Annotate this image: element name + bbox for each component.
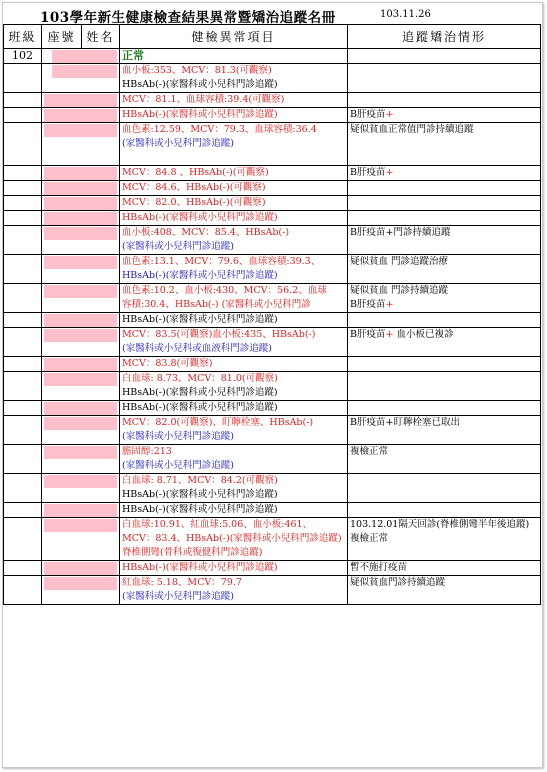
redacted-block bbox=[44, 358, 117, 371]
follow-up-text: B肝疫苗 bbox=[350, 109, 386, 120]
abnormal-item-line: MCV：83.8(可觀察) bbox=[122, 358, 213, 369]
seat-cell bbox=[42, 123, 120, 166]
table-row bbox=[4, 166, 541, 181]
seat-cell bbox=[42, 196, 120, 211]
seat-cell bbox=[42, 93, 120, 108]
class-cell bbox=[4, 445, 42, 474]
seat-cell bbox=[42, 416, 120, 445]
follow-up-cell bbox=[348, 181, 541, 196]
redacted-block bbox=[44, 285, 117, 298]
abnormal-items-cell bbox=[120, 328, 348, 357]
class-cell bbox=[4, 123, 42, 166]
follow-up-text: 血小板已複診 bbox=[393, 329, 454, 340]
class-cell bbox=[4, 313, 42, 328]
redacted-block bbox=[44, 212, 117, 225]
seat-cell bbox=[42, 474, 120, 503]
abnormal-item-line: HBsAb(-)(家醫科或小兒科門診追蹤) bbox=[122, 212, 278, 223]
abnormal-item-line: HBsAb(-)(家醫科或小兒科門診追蹤) bbox=[122, 489, 278, 500]
abnormal-items-cell bbox=[120, 211, 348, 226]
follow-up-cell bbox=[348, 123, 541, 166]
table-row bbox=[4, 372, 541, 401]
table-row bbox=[4, 357, 541, 372]
abnormal-items-cell bbox=[120, 576, 348, 605]
follow-up-text: + bbox=[385, 329, 394, 340]
redacted-block bbox=[44, 227, 117, 240]
abnormal-item-line: 血色素:12.59、MCV：79.3、血球容積:36.4 bbox=[122, 124, 317, 135]
table-row bbox=[4, 226, 541, 255]
table-row bbox=[4, 561, 541, 576]
abnormal-item-line: (家醫科或小兒科門診追蹤) bbox=[122, 138, 234, 149]
table-row bbox=[4, 518, 541, 561]
column-header-name: 姓名 bbox=[82, 25, 120, 49]
table-row bbox=[4, 313, 541, 328]
follow-up-cell bbox=[348, 64, 541, 93]
class-cell bbox=[4, 503, 42, 518]
abnormal-item-line: MCV：82.0、HBsAb(-)(可觀察) bbox=[122, 197, 266, 208]
abnormal-item-line: MCV：84.8 、HBsAb(-)(可觀察) bbox=[122, 167, 269, 178]
follow-up-cell bbox=[348, 226, 541, 255]
abnormal-item-line: HBsAb(-)(家醫科或小兒科門診追蹤) bbox=[122, 562, 278, 573]
follow-up-cell bbox=[348, 313, 541, 328]
column-header-follow-up: 追蹤矯治情形 bbox=[348, 25, 541, 49]
column-header-seat: 座號 bbox=[42, 25, 82, 49]
redacted-block bbox=[44, 197, 117, 210]
seat-cell bbox=[42, 576, 120, 605]
seat-cell bbox=[42, 518, 120, 561]
follow-up-text: 疑似貧血門診持續追蹤 bbox=[350, 577, 446, 588]
table-row bbox=[4, 211, 541, 226]
class-cell bbox=[4, 284, 42, 313]
abnormal-items-cell bbox=[120, 226, 348, 255]
class-cell bbox=[4, 474, 42, 503]
column-header-abnormal-items: 健檢異常項目 bbox=[120, 25, 348, 49]
table-row bbox=[4, 328, 541, 357]
class-cell bbox=[4, 93, 42, 108]
follow-up-text: B肝疫苗+門診持續追蹤 bbox=[350, 227, 451, 238]
abnormal-item-line: HBsAb(-)(家醫科或小兒科門診追蹤) bbox=[122, 109, 278, 120]
follow-up-cell bbox=[348, 166, 541, 181]
follow-up-cell bbox=[348, 503, 541, 518]
table-row bbox=[4, 93, 541, 108]
abnormal-item-line: (家醫科或小兒科或血液科門診追蹤) bbox=[122, 343, 272, 354]
redacted-block bbox=[44, 256, 117, 269]
follow-up-cell bbox=[348, 445, 541, 474]
abnormal-item-line: 血小板:353、MCV：81.3(可觀察) bbox=[122, 65, 272, 76]
follow-up-text: B肝疫苗 bbox=[350, 329, 386, 340]
abnormal-items-cell bbox=[120, 503, 348, 518]
follow-up-text: + bbox=[385, 167, 394, 178]
class-cell bbox=[4, 576, 42, 605]
class-cell bbox=[4, 211, 42, 226]
follow-up-cell bbox=[348, 576, 541, 605]
abnormal-item-line: (家醫科或小兒科門診追蹤) bbox=[122, 460, 234, 471]
follow-up-cell bbox=[348, 561, 541, 576]
follow-up-text: 103.12.01隔天回診(脊椎側彎半年後追蹤)複檢正常 bbox=[350, 519, 530, 544]
abnormal-items-cell bbox=[120, 123, 348, 166]
class-cell bbox=[4, 401, 42, 416]
abnormal-items-cell bbox=[120, 181, 348, 196]
abnormal-item-line: 膽固醇:213 bbox=[122, 446, 172, 457]
redacted-block bbox=[44, 577, 117, 590]
table-row bbox=[4, 401, 541, 416]
abnormal-item-line: 紅血球: 5.18、MCV：79.7 bbox=[122, 577, 242, 588]
redacted-block bbox=[44, 402, 117, 415]
abnormal-items-cell bbox=[120, 108, 348, 123]
abnormal-item-line: 白血球: 8.73、MCV：81.0(可觀察) bbox=[122, 373, 278, 384]
seat-cell bbox=[42, 372, 120, 401]
class-cell bbox=[4, 416, 42, 445]
seat-cell bbox=[42, 255, 120, 284]
table-row bbox=[4, 49, 541, 64]
table-row bbox=[4, 181, 541, 196]
follow-up-cell bbox=[348, 108, 541, 123]
abnormal-item-line: (家醫科或小兒科門診追蹤) bbox=[122, 591, 234, 602]
abnormal-item-line: HBsAb(-)(家醫科或小兒科門診追蹤) bbox=[122, 402, 278, 413]
abnormal-item-line: MCV：81.1、血球容積:39.4(可觀察) bbox=[122, 94, 285, 105]
abnormal-items-cell bbox=[120, 416, 348, 445]
table-header-row bbox=[4, 25, 541, 49]
follow-up-cell bbox=[348, 211, 541, 226]
class-cell bbox=[4, 372, 42, 401]
abnormal-item-line: (家醫科或小兒科門診追蹤) bbox=[122, 431, 234, 442]
abnormal-item-line: HBsAb(-)(家醫科或小兒科門診追蹤) bbox=[122, 314, 278, 325]
class-cell bbox=[4, 64, 42, 93]
redacted-block bbox=[52, 65, 117, 78]
abnormal-items-cell bbox=[120, 255, 348, 284]
seat-cell bbox=[42, 64, 120, 93]
class-cell bbox=[4, 357, 42, 372]
seat-cell bbox=[42, 313, 120, 328]
abnormal-items-cell bbox=[120, 357, 348, 372]
class-cell bbox=[4, 518, 42, 561]
abnormal-item-line: HBsAb(-)(家醫科或小兒科門診追蹤) bbox=[122, 504, 278, 515]
follow-up-cell bbox=[348, 328, 541, 357]
seat-cell bbox=[42, 211, 120, 226]
redacted-block bbox=[44, 504, 117, 517]
table-row bbox=[4, 108, 541, 123]
seat-cell bbox=[42, 166, 120, 181]
redacted-block bbox=[44, 446, 117, 459]
follow-up-cell bbox=[348, 255, 541, 284]
class-cell bbox=[4, 226, 42, 255]
abnormal-item-line: 血色素:10.2、血小板:430、MCV：56.2、血球 bbox=[122, 285, 327, 296]
abnormal-item-line: MCV：83.5(可觀察)血小板:435、HBsAb(-) bbox=[122, 329, 316, 340]
document-title: 103學年新生健康檢查結果異常暨矯治追蹤名冊 bbox=[40, 10, 336, 26]
redacted-block bbox=[44, 329, 117, 342]
seat-cell bbox=[42, 328, 120, 357]
table-row bbox=[4, 416, 541, 445]
class-cell bbox=[4, 255, 42, 284]
redacted-block bbox=[44, 562, 117, 575]
follow-up-text: 疑似貧血正常值門診持續追蹤 bbox=[350, 124, 474, 135]
abnormal-items-cell bbox=[120, 196, 348, 211]
class-cell bbox=[4, 181, 42, 196]
abnormal-item-line: MCV：84.6、HBsAb(-)(可觀察) bbox=[122, 182, 266, 193]
class-cell bbox=[4, 166, 42, 181]
abnormal-items-cell bbox=[120, 401, 348, 416]
follow-up-table bbox=[3, 24, 541, 605]
table-row bbox=[4, 255, 541, 284]
seat-cell bbox=[42, 226, 120, 255]
class-cell: 102 bbox=[4, 49, 42, 64]
abnormal-item-line: 脊椎側彎(骨科或復健科門診追蹤) bbox=[122, 547, 263, 558]
abnormal-item-line: HBsAb(-)(家醫科或小兒科門診追蹤) bbox=[122, 79, 278, 90]
redacted-block bbox=[44, 167, 117, 180]
abnormal-item-line: 容積:30.4、HBsAb(-) (家醫科或小兒科門診 bbox=[122, 299, 311, 310]
follow-up-cell bbox=[348, 416, 541, 445]
follow-up-text: 疑似貧血 門診追蹤治療 bbox=[350, 256, 449, 267]
follow-up-cell bbox=[348, 196, 541, 211]
abnormal-items-cell bbox=[120, 445, 348, 474]
column-header-class: 班級 bbox=[4, 25, 42, 49]
redacted-block bbox=[44, 109, 117, 122]
abnormal-items-cell bbox=[120, 561, 348, 576]
seat-cell bbox=[42, 561, 120, 576]
abnormal-item-line: 血小板:408、MCV：85.4、HBsAb(-) bbox=[122, 227, 290, 238]
follow-up-cell bbox=[348, 474, 541, 503]
class-cell bbox=[4, 328, 42, 357]
follow-up-text: B肝疫苗 bbox=[350, 299, 386, 310]
abnormal-item-line: 白血球:10.91、紅血球:5.06、血小板:461、 bbox=[122, 519, 313, 530]
table-row bbox=[4, 64, 541, 93]
follow-up-text: B肝疫苗+盯聹栓塞已取出 bbox=[350, 417, 460, 428]
table-row bbox=[4, 123, 541, 166]
follow-up-text: 暫不施打疫苗 bbox=[350, 562, 408, 573]
table-row bbox=[4, 445, 541, 474]
document-date: 103.11.26 bbox=[380, 9, 431, 20]
seat-cell bbox=[42, 357, 120, 372]
follow-up-cell bbox=[348, 93, 541, 108]
class-cell bbox=[4, 196, 42, 211]
follow-up-text: + bbox=[385, 299, 394, 310]
follow-up-cell bbox=[348, 518, 541, 561]
class-cell bbox=[4, 561, 42, 576]
redacted-block bbox=[44, 314, 117, 327]
seat-cell bbox=[42, 284, 120, 313]
follow-up-text: 疑似貧血 門診持續追蹤 bbox=[350, 285, 449, 296]
seat-cell bbox=[42, 503, 120, 518]
abnormal-item-line: 正常 bbox=[122, 49, 144, 62]
follow-up-text: B肝疫苗 bbox=[350, 167, 386, 178]
follow-up-cell bbox=[348, 401, 541, 416]
follow-up-text: 複檢正常 bbox=[350, 446, 389, 457]
seat-cell bbox=[42, 108, 120, 123]
abnormal-items-cell bbox=[120, 372, 348, 401]
abnormal-item-line: MCV：83.4、HBsAb(-)(家醫科或小兒科門診追蹤) bbox=[122, 533, 342, 544]
redacted-block bbox=[44, 417, 117, 430]
abnormal-item-line: HBsAb(-)(家醫科或小兒科門診追蹤) bbox=[122, 270, 278, 281]
redacted-block bbox=[52, 50, 117, 63]
seat-cell bbox=[42, 181, 120, 196]
abnormal-items-cell bbox=[120, 166, 348, 181]
abnormal-items-cell bbox=[120, 518, 348, 561]
follow-up-cell bbox=[348, 357, 541, 372]
class-cell bbox=[4, 108, 42, 123]
abnormal-items-cell bbox=[120, 93, 348, 108]
seat-cell bbox=[42, 49, 120, 64]
redacted-block bbox=[44, 519, 117, 532]
table-row bbox=[4, 576, 541, 605]
abnormal-items-cell bbox=[120, 474, 348, 503]
redacted-block bbox=[44, 124, 117, 137]
follow-up-cell bbox=[348, 284, 541, 313]
abnormal-item-line: MCV：82.0(可觀察)、盯聹栓塞、HBsAb(-) bbox=[122, 417, 314, 428]
seat-cell bbox=[42, 445, 120, 474]
table-row bbox=[4, 284, 541, 313]
follow-up-text: + bbox=[385, 109, 394, 120]
table-row bbox=[4, 503, 541, 518]
abnormal-items-cell bbox=[120, 64, 348, 93]
abnormal-item-line: (家醫科或小兒科門診追蹤) bbox=[122, 241, 234, 252]
table-row bbox=[4, 474, 541, 503]
table-row bbox=[4, 196, 541, 211]
redacted-block bbox=[44, 94, 117, 107]
abnormal-item-line: 白血球: 8.71、MCV：84.2(可觀察) bbox=[122, 475, 278, 486]
abnormal-items-cell bbox=[120, 49, 348, 64]
redacted-block bbox=[44, 373, 117, 386]
follow-up-cell bbox=[348, 49, 541, 64]
abnormal-items-cell bbox=[120, 313, 348, 328]
abnormal-items-cell bbox=[120, 284, 348, 313]
abnormal-item-line: 血色素:13.1、MCV：79.6、血球容積:39.3、 bbox=[122, 256, 321, 267]
follow-up-cell bbox=[348, 372, 541, 401]
seat-cell bbox=[42, 401, 120, 416]
abnormal-item-line: HBsAb(-)(家醫科或小兒科門診追蹤) bbox=[122, 387, 278, 398]
redacted-block bbox=[44, 475, 117, 488]
redacted-block bbox=[44, 182, 117, 195]
